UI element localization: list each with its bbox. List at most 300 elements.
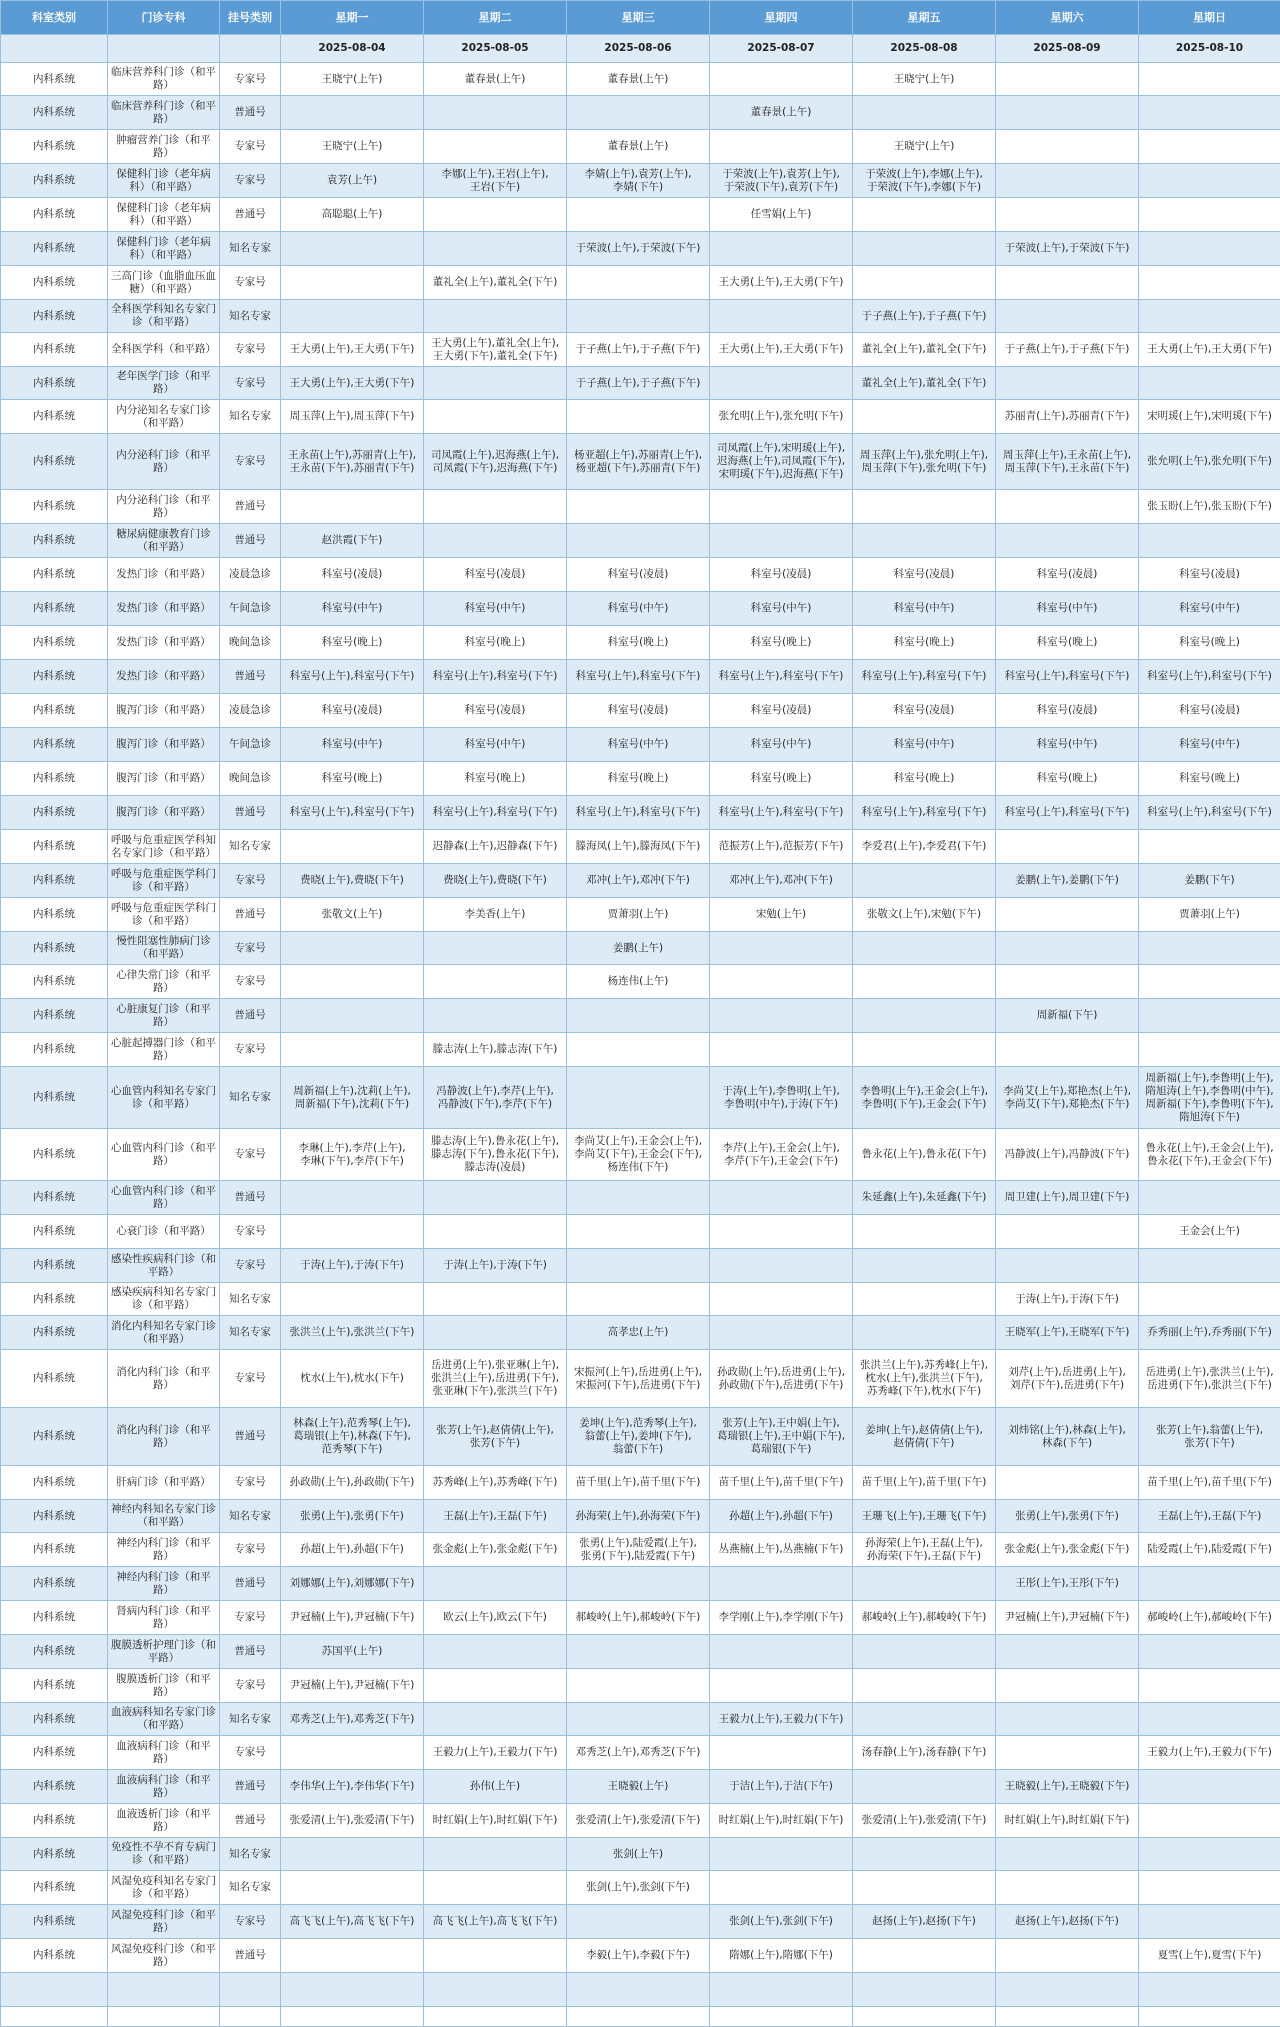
- schedule-cell-saturday: 苏丽青(上午),苏丽青(下午): [996, 400, 1139, 434]
- schedule-cell-friday: [853, 1703, 996, 1736]
- schedule-cell-tuesday: 董礼全(上午),董礼全(下午): [424, 266, 567, 300]
- schedule-cell-friday: 赵扬(上午),赵扬(下午): [853, 1905, 996, 1939]
- schedule-cell-saturday: 科室号(中午): [996, 728, 1139, 762]
- table-row: [1, 592, 1280, 626]
- schedule-cell-tuesday: [424, 965, 567, 999]
- schedule-cell-saturday: [996, 130, 1139, 164]
- dept-cell: 内科系统: [1, 333, 108, 367]
- table-row: [1, 1533, 1280, 1567]
- date-monday: 2025-08-04: [281, 35, 424, 63]
- dept-cell: 内科系统: [1, 1408, 108, 1466]
- dept-cell: 内科系统: [1, 1669, 108, 1703]
- schedule-cell-saturday: [996, 1033, 1139, 1067]
- reg-type-cell: 知名专家: [220, 300, 281, 333]
- reg-type-cell: 普通号: [220, 660, 281, 694]
- schedule-cell-friday: [853, 198, 996, 232]
- schedule-cell-thursday: 王大勇(上午),王大勇(下午): [710, 333, 853, 367]
- schedule-cell-thursday: 邓冲(上午),邓冲(下午): [710, 864, 853, 898]
- specialty-cell: 消化内科知名专家门诊（和平路）: [108, 1316, 220, 1350]
- table-row: [1, 130, 1280, 164]
- schedule-cell-friday: [853, 1215, 996, 1249]
- schedule-cell-monday: 高聪聪(上午): [281, 198, 424, 232]
- schedule-cell-friday: [853, 96, 996, 130]
- dept-cell: 内科系统: [1, 400, 108, 434]
- schedule-cell-saturday: [996, 1215, 1139, 1249]
- dept-cell: 内科系统: [1, 1804, 108, 1838]
- reg-type-cell: 普通号: [220, 898, 281, 932]
- schedule-cell-monday: 王晓宁(上午): [281, 63, 424, 96]
- schedule-cell-wednesday: 张剑(上午),张剑(下午): [567, 1871, 710, 1905]
- reg-type-cell: 普通号: [220, 999, 281, 1033]
- table-row: [1, 333, 1280, 367]
- schedule-cell-friday: 汤春静(上午),汤春静(下午): [853, 1736, 996, 1770]
- specialty-cell: 血液病科门诊（和平路）: [108, 1736, 220, 1770]
- header-row: [1, 1, 1280, 35]
- schedule-cell-tuesday: 王磊(上午),王磊(下午): [424, 1500, 567, 1533]
- specialty-cell: 消化内科门诊（和平路）: [108, 1408, 220, 1466]
- schedule-cell-saturday: [996, 164, 1139, 198]
- dept-cell: 内科系统: [1, 130, 108, 164]
- specialty-cell: 全科医学科知名专家门诊（和平路）: [108, 300, 220, 333]
- schedule-cell-tuesday: [424, 232, 567, 266]
- schedule-cell-friday: [853, 864, 996, 898]
- schedule-cell-tuesday: 费晓(上午),费晓(下午): [424, 864, 567, 898]
- reg-type-cell: 知名专家: [220, 1067, 281, 1129]
- schedule-cell-monday: 科室号(凌晨): [281, 694, 424, 728]
- schedule-cell-saturday: 赵扬(上午),赵扬(下午): [996, 1905, 1139, 1939]
- schedule-cell-friday: [853, 1871, 996, 1905]
- specialty-cell: 腹泻门诊（和平路）: [108, 728, 220, 762]
- schedule-cell-wednesday: 于子燕(上午),于子燕(下午): [567, 333, 710, 367]
- specialty-cell: 呼吸与危重症医学科门诊（和平路）: [108, 898, 220, 932]
- specialty-cell: 发热门诊（和平路）: [108, 660, 220, 694]
- schedule-cell-saturday: 李尚艾(上午),郑艳杰(上午), 李尚艾(下午),郑艳杰(下午): [996, 1067, 1139, 1129]
- schedule-cell-friday: 科室号(凌晨): [853, 694, 996, 728]
- schedule-cell-tuesday: 科室号(晚上): [424, 626, 567, 660]
- dept-cell: 内科系统: [1, 1067, 108, 1129]
- schedule-cell-thursday: [710, 2007, 853, 2027]
- schedule-cell-thursday: [710, 1838, 853, 1871]
- table-row: [1, 198, 1280, 232]
- schedule-cell-sunday: [1139, 130, 1280, 164]
- schedule-cell-monday: 赵洪霞(下午): [281, 524, 424, 558]
- schedule-cell-wednesday: 董春景(上午): [567, 130, 710, 164]
- date-wednesday: 2025-08-06: [567, 35, 710, 63]
- schedule-cell-monday: 费晓(上午),费晓(下午): [281, 864, 424, 898]
- schedule-cell-wednesday: 杨亚超(上午),苏丽青(上午), 杨亚超(下午),苏丽青(下午): [567, 434, 710, 490]
- table-row: [1, 96, 1280, 130]
- schedule-cell-tuesday: [424, 932, 567, 965]
- dept-cell: 内科系统: [1, 830, 108, 864]
- reg-type-cell: 知名专家: [220, 1316, 281, 1350]
- table-row: [1, 1249, 1280, 1283]
- schedule-cell-friday: [853, 1669, 996, 1703]
- dept-cell: 内科系统: [1, 694, 108, 728]
- schedule-cell-saturday: [996, 1838, 1139, 1871]
- col-header-tuesday: 星期二: [424, 1, 567, 35]
- table-row: [1, 1181, 1280, 1215]
- schedule-cell-friday: [853, 2007, 996, 2027]
- schedule-cell-monday: [281, 830, 424, 864]
- schedule-cell-thursday: 范振芳(上午),范振芳(下午): [710, 830, 853, 864]
- table-row: [1, 524, 1280, 558]
- table-row: [1, 1567, 1280, 1601]
- date-tuesday: 2025-08-05: [424, 35, 567, 63]
- schedule-cell-monday: 林森(上午),范秀琴(上午), 葛瑞银(上午),林森(下午), 范秀琴(下午): [281, 1408, 424, 1466]
- schedule-cell-saturday: 科室号(凌晨): [996, 694, 1139, 728]
- schedule-cell-sunday: [1139, 232, 1280, 266]
- schedule-cell-thursday: 苗千里(上午),苗千里(下午): [710, 1466, 853, 1500]
- schedule-cell-sunday: [1139, 932, 1280, 965]
- dept-cell: 内科系统: [1, 1871, 108, 1905]
- schedule-cell-thursday: [710, 1669, 853, 1703]
- schedule-cell-tuesday: 孙伟(上午): [424, 1770, 567, 1804]
- reg-type-cell: 专家号: [220, 1905, 281, 1939]
- dept-cell: 内科系统: [1, 660, 108, 694]
- specialty-cell: 风湿免疫科知名专家门诊（和平路）: [108, 1871, 220, 1905]
- schedule-cell-friday: 董礼全(上午),董礼全(下午): [853, 333, 996, 367]
- schedule-cell-friday: 张爱清(上午),张爱清(下午): [853, 1804, 996, 1838]
- schedule-cell-friday: [853, 490, 996, 524]
- schedule-cell-monday: [281, 1181, 424, 1215]
- dept-cell: 内科系统: [1, 524, 108, 558]
- reg-type-cell: 普通号: [220, 524, 281, 558]
- reg-type-cell: 普通号: [220, 1939, 281, 1973]
- col-header-friday: 星期五: [853, 1, 996, 35]
- reg-type-cell: 凌晨急诊: [220, 694, 281, 728]
- reg-type-cell: 普通号: [220, 1567, 281, 1601]
- schedule-cell-friday: 王晓宁(上午): [853, 130, 996, 164]
- schedule-cell-saturday: [996, 830, 1139, 864]
- schedule-cell-wednesday: 孙海荣(上午),孙海荣(下午): [567, 1500, 710, 1533]
- schedule-cell-wednesday: 郝峻岭(上午),郝峻岭(下午): [567, 1601, 710, 1635]
- schedule-cell-thursday: 隋娜(上午),隋娜(下午): [710, 1939, 853, 1973]
- specialty-cell: 全科医学科（和平路）: [108, 333, 220, 367]
- schedule-cell-monday: 孙政勋(上午),孙政勋(下午): [281, 1466, 424, 1500]
- schedule-cell-saturday: 刘炜铭(上午),林森(上午), 林森(下午): [996, 1408, 1139, 1466]
- schedule-cell-monday: 尹冠楠(上午),尹冠楠(下午): [281, 1601, 424, 1635]
- schedule-cell-saturday: 尹冠楠(上午),尹冠楠(下午): [996, 1601, 1139, 1635]
- table-row: [1, 558, 1280, 592]
- schedule-cell-friday: [853, 932, 996, 965]
- schedule-cell-monday: [281, 1033, 424, 1067]
- schedule-cell-tuesday: [424, 198, 567, 232]
- schedule-cell-monday: 科室号(中午): [281, 592, 424, 626]
- dept-cell: 内科系统: [1, 1500, 108, 1533]
- schedule-cell-tuesday: 岳进勇(上午),张亚琳(上午), 张洪兰(上午),岳进勇(下午), 张亚琳(下午),张洪兰(下午): [424, 1350, 567, 1408]
- schedule-cell-sunday: [1139, 1905, 1280, 1939]
- reg-type-cell: 普通号: [220, 96, 281, 130]
- schedule-cell-tuesday: [424, 490, 567, 524]
- schedule-cell-saturday: 王晓毅(上午),王晓毅(下午): [996, 1770, 1139, 1804]
- reg-type-cell: 知名专家: [220, 830, 281, 864]
- specialty-cell: 肿瘤营养门诊（和平路）: [108, 130, 220, 164]
- schedule-cell-sunday: [1139, 164, 1280, 198]
- reg-type-cell: 专家号: [220, 1601, 281, 1635]
- schedule-cell-thursday: 时红娟(上午),时红娟(下午): [710, 1804, 853, 1838]
- schedule-cell-monday: 李伟华(上午),李伟华(下午): [281, 1770, 424, 1804]
- schedule-cell-sunday: 周新福(上午),李鲁明(上午), 隋旭涛(上午),李鲁明(中午), 周新福(下午),李鲁明(下午), 隋旭涛(下午): [1139, 1067, 1280, 1129]
- schedule-cell-sunday: 贾萧羽(上午): [1139, 898, 1280, 932]
- schedule-cell-saturday: [996, 1635, 1139, 1669]
- specialty-cell: 肾病内科门诊（和平路）: [108, 1601, 220, 1635]
- schedule-cell-friday: [853, 1838, 996, 1871]
- table-row: [1, 1838, 1280, 1871]
- schedule-cell-tuesday: 董春景(上午): [424, 63, 567, 96]
- reg-type-cell: 凌晨急诊: [220, 558, 281, 592]
- reg-type-cell: 普通号: [220, 198, 281, 232]
- schedule-cell-wednesday: 姜坤(上午),范秀琴(上午), 翁蕾(上午),姜坤(下午), 翁蕾(下午): [567, 1408, 710, 1466]
- schedule-cell-sunday: [1139, 1770, 1280, 1804]
- schedule-cell-wednesday: [567, 1669, 710, 1703]
- col-header-dept: 科室类别: [1, 1, 108, 35]
- schedule-cell-sunday: 张允明(上午),张允明(下午): [1139, 434, 1280, 490]
- table-row: [1, 932, 1280, 965]
- schedule-cell-friday: [853, 1033, 996, 1067]
- schedule-cell-wednesday: 于子燕(上午),于子燕(下午): [567, 367, 710, 400]
- schedule-cell-saturday: 姜鹏(上午),姜鹏(下午): [996, 864, 1139, 898]
- table-row: [1, 898, 1280, 932]
- table-row: [1, 1669, 1280, 1703]
- schedule-cell-saturday: 于子燕(上午),于子燕(下午): [996, 333, 1139, 367]
- dept-cell: 内科系统: [1, 1905, 108, 1939]
- col-header-thursday: 星期四: [710, 1, 853, 35]
- specialty-cell: 临床营养科门诊（和平路）: [108, 96, 220, 130]
- schedule-cell-wednesday: 李婧(上午),袁芳(上午), 李婧(下午): [567, 164, 710, 198]
- schedule-cell-friday: [853, 965, 996, 999]
- specialty-cell: 心血管内科门诊（和平路）: [108, 1129, 220, 1181]
- schedule-cell-saturday: [996, 300, 1139, 333]
- specialty-cell: 内分泌科门诊（和平路）: [108, 490, 220, 524]
- schedule-cell-monday: 王大勇(上午),王大勇(下午): [281, 367, 424, 400]
- schedule-cell-wednesday: [567, 1635, 710, 1669]
- reg-type-cell: 专家号: [220, 1736, 281, 1770]
- schedule-cell-sunday: [1139, 1669, 1280, 1703]
- schedule-cell-tuesday: 王毅力(上午),王毅力(下午): [424, 1736, 567, 1770]
- reg-type-cell: 普通号: [220, 1770, 281, 1804]
- reg-type-cell: 专家号: [220, 130, 281, 164]
- dept-cell: 内科系统: [1, 626, 108, 660]
- schedule-cell-sunday: [1139, 524, 1280, 558]
- schedule-cell-tuesday: 科室号(凌晨): [424, 558, 567, 592]
- schedule-cell-sunday: 夏雪(上午),夏雪(下午): [1139, 1939, 1280, 1973]
- table-row: [1, 400, 1280, 434]
- schedule-cell-sunday: 苗千里(上午),苗千里(下午): [1139, 1466, 1280, 1500]
- specialty-cell: 心脏起搏器门诊（和平路）: [108, 1033, 220, 1067]
- schedule-cell-thursday: [710, 1181, 853, 1215]
- schedule-cell-tuesday: 李娜(上午),王岩(上午), 王岩(下午): [424, 164, 567, 198]
- schedule-cell-monday: [281, 2007, 424, 2027]
- schedule-cell-saturday: 王晓军(上午),王晓军(下午): [996, 1316, 1139, 1350]
- table-row: [1, 1905, 1280, 1939]
- dept-cell: 内科系统: [1, 490, 108, 524]
- schedule-cell-saturday: [996, 1703, 1139, 1736]
- schedule-cell-monday: 科室号(中午): [281, 728, 424, 762]
- reg-type-cell: 专家号: [220, 1669, 281, 1703]
- schedule-cell-tuesday: 冯静波(上午),李芹(上午), 冯静波(下午),李芹(下午): [424, 1067, 567, 1129]
- dept-cell: 内科系统: [1, 1939, 108, 1973]
- schedule-cell-wednesday: [567, 524, 710, 558]
- reg-type-cell: 晚间急诊: [220, 762, 281, 796]
- schedule-cell-wednesday: 张勇(上午),陆爱霞(上午), 张勇(下午),陆爱霞(下午): [567, 1533, 710, 1567]
- schedule-cell-saturday: 张金彪(上午),张金彪(下午): [996, 1533, 1139, 1567]
- schedule-cell-sunday: [1139, 367, 1280, 400]
- table-row: [1, 1939, 1280, 1973]
- schedule-cell-sunday: 郝峻岭(上午),郝峻岭(下午): [1139, 1601, 1280, 1635]
- table-row: [1, 1601, 1280, 1635]
- schedule-cell-sunday: 姜鹏(下午): [1139, 864, 1280, 898]
- schedule-cell-sunday: [1139, 1283, 1280, 1316]
- schedule-cell-friday: 孙海荣(上午),王磊(上午), 孙海荣(下午),王磊(下午): [853, 1533, 996, 1567]
- schedule-cell-sunday: [1139, 999, 1280, 1033]
- table-row: [1, 1067, 1280, 1129]
- reg-type-cell: 知名专家: [220, 1703, 281, 1736]
- schedule-cell-sunday: [1139, 965, 1280, 999]
- schedule-cell-wednesday: 科室号(中午): [567, 728, 710, 762]
- schedule-cell-wednesday: 张爱清(上午),张爱清(下午): [567, 1804, 710, 1838]
- reg-type-cell: 专家号: [220, 333, 281, 367]
- schedule-cell-tuesday: 滕志涛(上午),滕志涛(下午): [424, 1033, 567, 1067]
- schedule-cell-saturday: [996, 932, 1139, 965]
- schedule-cell-tuesday: [424, 1939, 567, 1973]
- schedule-cell-saturday: 时红娟(上午),时红娟(下午): [996, 1804, 1139, 1838]
- schedule-cell-tuesday: [424, 1283, 567, 1316]
- schedule-cell-thursday: 司凤霞(上午),宋明瑗(上午), 迟海燕(上午),司凤霞(下午), 宋明瑗(下午),迟海燕(下午): [710, 434, 853, 490]
- schedule-cell-thursday: 科室号(上午),科室号(下午): [710, 660, 853, 694]
- schedule-cell-thursday: 于洁(上午),于洁(下午): [710, 1770, 853, 1804]
- schedule-cell-thursday: [710, 1973, 853, 2007]
- schedule-cell-thursday: [710, 999, 853, 1033]
- schedule-cell-sunday: 科室号(凌晨): [1139, 558, 1280, 592]
- schedule-cell-tuesday: 张芳(上午),赵倩倩(上午), 张芳(下午): [424, 1408, 567, 1466]
- schedule-cell-thursday: 科室号(上午),科室号(下午): [710, 796, 853, 830]
- schedule-cell-saturday: [996, 266, 1139, 300]
- schedule-cell-sunday: [1139, 1249, 1280, 1283]
- schedule-cell-monday: [281, 300, 424, 333]
- specialty-cell: 腹膜透析门诊（和平路）: [108, 1669, 220, 1703]
- schedule-cell-thursday: [710, 1283, 853, 1316]
- schedule-cell-thursday: 科室号(中午): [710, 592, 853, 626]
- schedule-cell-tuesday: 科室号(上午),科室号(下午): [424, 660, 567, 694]
- schedule-cell-friday: 张洪兰(上午),苏秀峰(上午), 枕水(上午),张洪兰(下午), 苏秀峰(下午),枕水(下午): [853, 1350, 996, 1408]
- specialty-cell: 免疫性不孕不育专病门诊（和平路）: [108, 1838, 220, 1871]
- reg-type-cell: 普通号: [220, 1804, 281, 1838]
- dept-cell: 内科系统: [1, 1215, 108, 1249]
- schedule-cell-wednesday: 王晓毅(上午): [567, 1770, 710, 1804]
- schedule-cell-sunday: [1139, 1033, 1280, 1067]
- dept-cell: 内科系统: [1, 999, 108, 1033]
- schedule-cell-friday: 李鲁明(上午),王金会(上午), 李鲁明(下午),王金会(下午): [853, 1067, 996, 1129]
- schedule-cell-monday: 袁芳(上午): [281, 164, 424, 198]
- schedule-cell-saturday: 科室号(中午): [996, 592, 1139, 626]
- schedule-cell-sunday: 陆爱霞(上午),陆爱霞(下午): [1139, 1533, 1280, 1567]
- table-row: [1, 164, 1280, 198]
- specialty-cell: 心血管内科门诊（和平路）: [108, 1181, 220, 1215]
- schedule-cell-saturday: 科室号(上午),科室号(下午): [996, 796, 1139, 830]
- reg-type-cell: 知名专家: [220, 1500, 281, 1533]
- table-row: [1, 660, 1280, 694]
- schedule-cell-saturday: 张勇(上午),张勇(下午): [996, 1500, 1139, 1533]
- table-row: [1, 1466, 1280, 1500]
- schedule-cell-tuesday: 司凤霞(上午),迟海燕(上午), 司凤霞(下午),迟海燕(下午): [424, 434, 567, 490]
- schedule-cell-saturday: [996, 898, 1139, 932]
- schedule-cell-tuesday: [424, 96, 567, 130]
- schedule-cell-monday: 科室号(上午),科室号(下午): [281, 660, 424, 694]
- schedule-cell-saturday: 科室号(上午),科室号(下午): [996, 660, 1139, 694]
- schedule-cell-monday: [281, 232, 424, 266]
- schedule-cell-wednesday: [567, 1973, 710, 2007]
- specialty-cell: 临床营养科门诊（和平路）: [108, 63, 220, 96]
- schedule-cell-thursday: [710, 63, 853, 96]
- schedule-cell-thursday: 科室号(晚上): [710, 626, 853, 660]
- schedule-cell-wednesday: [567, 96, 710, 130]
- schedule-cell-monday: 枕水(上午),枕水(下午): [281, 1350, 424, 1408]
- schedule-cell-saturday: 科室号(晚上): [996, 762, 1139, 796]
- reg-type-cell: 专家号: [220, 367, 281, 400]
- schedule-cell-saturday: 周卫建(上午),周卫建(下午): [996, 1181, 1139, 1215]
- specialty-cell: 神经内科门诊（和平路）: [108, 1533, 220, 1567]
- schedule-cell-monday: 邓秀芝(上午),邓秀芝(下午): [281, 1703, 424, 1736]
- dept-cell: 内科系统: [1, 1033, 108, 1067]
- schedule-cell-sunday: 科室号(中午): [1139, 728, 1280, 762]
- date-sunday: 2025-08-10: [1139, 35, 1280, 63]
- schedule-cell-wednesday: [567, 2007, 710, 2027]
- schedule-cell-tuesday: 滕志涛(上午),鲁永花(上午), 滕志涛(下午),鲁永花(下午), 滕志涛(凌晨): [424, 1129, 567, 1181]
- schedule-cell-wednesday: [567, 1905, 710, 1939]
- schedule-cell-thursday: 科室号(凌晨): [710, 558, 853, 592]
- schedule-cell-tuesday: 于涛(上午),于涛(下午): [424, 1249, 567, 1283]
- schedule-cell-tuesday: [424, 1567, 567, 1601]
- schedule-cell-wednesday: [567, 400, 710, 434]
- schedule-cell-wednesday: [567, 1249, 710, 1283]
- col-header-saturday: 星期六: [996, 1, 1139, 35]
- specialty-cell: [108, 1973, 220, 2007]
- schedule-cell-friday: 鲁永花(上午),鲁永花(下午): [853, 1129, 996, 1181]
- schedule-cell-tuesday: 苏秀峰(上午),苏秀峰(下午): [424, 1466, 567, 1500]
- table-row: [1, 1736, 1280, 1770]
- reg-type-cell: 普通号: [220, 490, 281, 524]
- schedule-cell-friday: 周玉萍(上午),张允明(上午), 周玉萍(下午),张允明(下午): [853, 434, 996, 490]
- schedule-cell-tuesday: 王大勇(上午),董礼全(上午), 王大勇(下午),董礼全(下午): [424, 333, 567, 367]
- schedule-cell-sunday: [1139, 830, 1280, 864]
- schedule-cell-tuesday: [424, 999, 567, 1033]
- table-row: [1, 2007, 1280, 2027]
- reg-type-cell: 普通号: [220, 1408, 281, 1466]
- schedule-cell-thursday: [710, 490, 853, 524]
- schedule-cell-sunday: [1139, 96, 1280, 130]
- date-header-blank: [108, 35, 220, 63]
- dept-cell: 内科系统: [1, 558, 108, 592]
- schedule-cell-sunday: [1139, 2007, 1280, 2027]
- reg-type-cell: 专家号: [220, 1466, 281, 1500]
- schedule-cell-sunday: [1139, 1871, 1280, 1905]
- schedule-cell-sunday: 科室号(中午): [1139, 592, 1280, 626]
- schedule-cell-saturday: 科室号(晚上): [996, 626, 1139, 660]
- schedule-cell-friday: 科室号(中午): [853, 592, 996, 626]
- reg-type-cell: 专家号: [220, 164, 281, 198]
- schedule-cell-sunday: [1139, 1567, 1280, 1601]
- schedule-cell-tuesday: [424, 1703, 567, 1736]
- schedule-cell-saturday: 冯静波(上午),冯静波(下午): [996, 1129, 1139, 1181]
- specialty-cell: 慢性阻塞性肺病门诊（和平路）: [108, 932, 220, 965]
- schedule-cell-friday: [853, 400, 996, 434]
- schedule-cell-tuesday: [424, 1871, 567, 1905]
- dept-cell: 内科系统: [1, 1283, 108, 1316]
- table-row: [1, 1408, 1280, 1466]
- schedule-cell-tuesday: [424, 1973, 567, 2007]
- date-thursday: 2025-08-07: [710, 35, 853, 63]
- schedule-cell-tuesday: [424, 1181, 567, 1215]
